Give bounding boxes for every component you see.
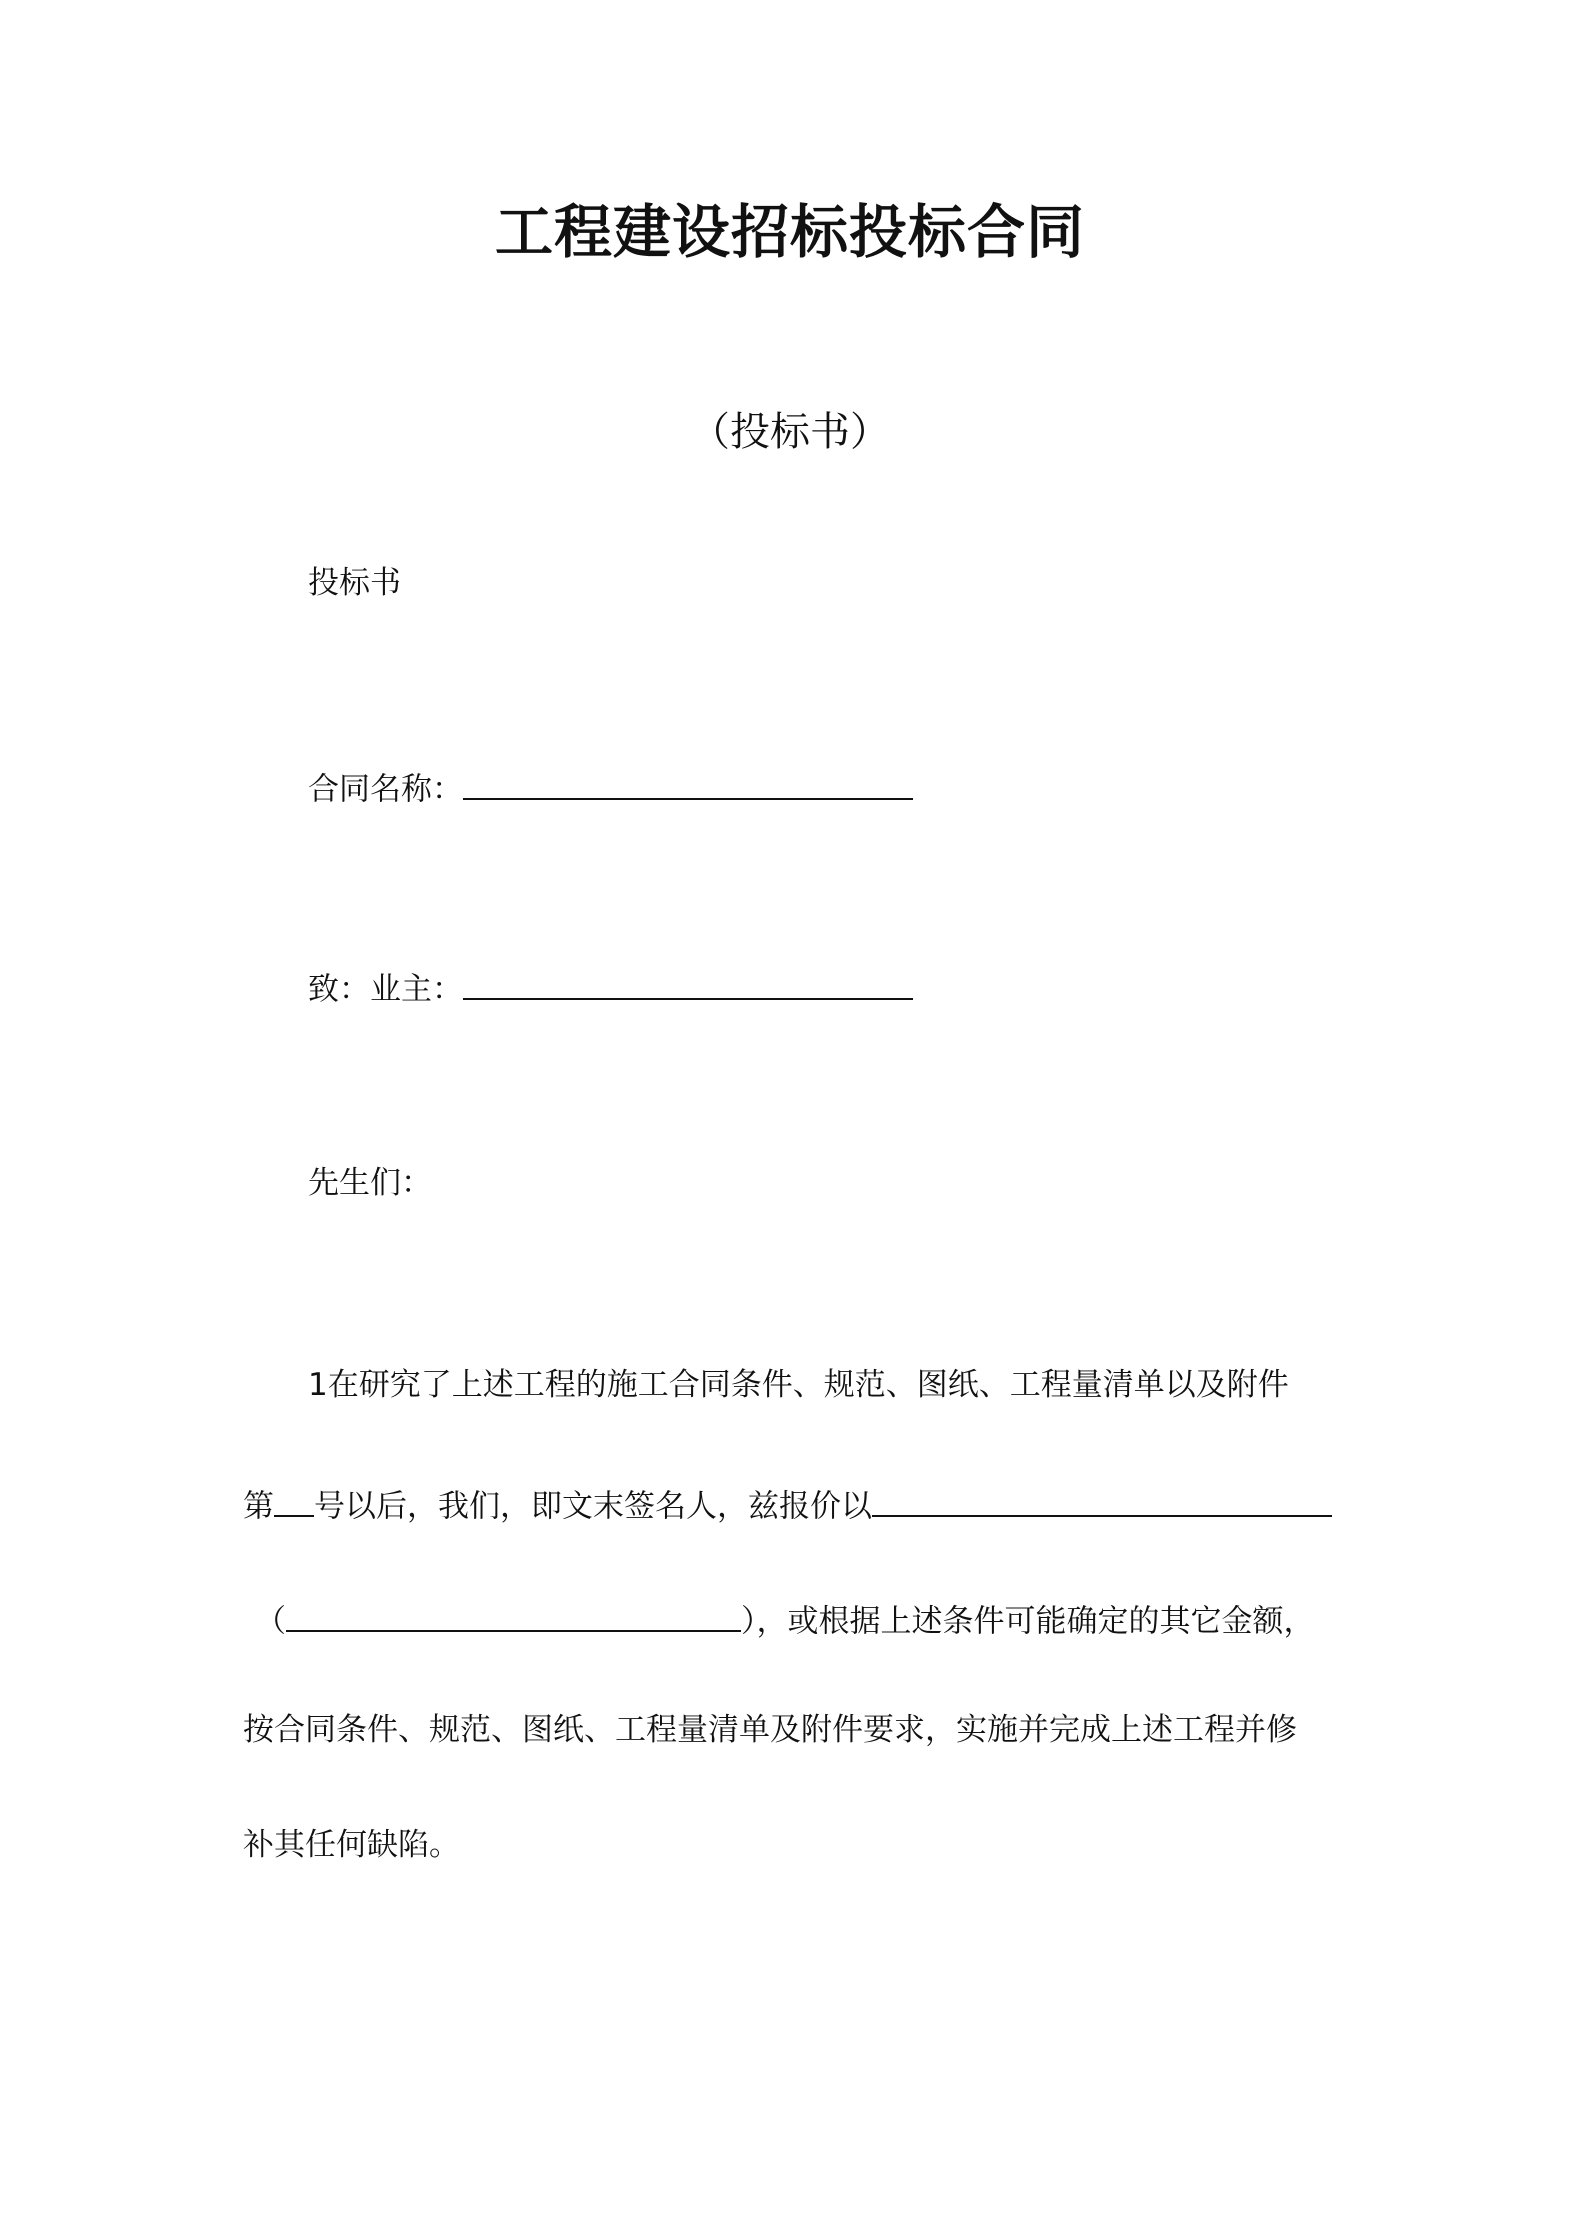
quote-amount-blank	[872, 1482, 1332, 1517]
document-title: 工程建设招标投标合同	[494, 198, 1085, 266]
to-owner-row	[308, 965, 913, 1009]
salutation: 先生们：	[308, 1165, 432, 1201]
section-heading: 投标书	[308, 565, 401, 601]
document-subtitle: （投标书）	[690, 409, 890, 455]
attachment-number-blank	[274, 1482, 314, 1517]
para1-quote-text: 号以后，我们，即文末签名人，兹报价以	[314, 1488, 872, 1525]
open-paren: （	[255, 1603, 286, 1640]
contract-name-blank	[463, 765, 913, 800]
paragraph-1-line-1: 1在研究了上述工程的施工合同条件、规范、图纸、工程量清单以及附件	[308, 1367, 1289, 1403]
paragraph-1-line-4: 按合同条件、规范、图纸、工程量清单及附件要求，实施并完成上述工程并修	[243, 1712, 1297, 1748]
contract-name-label: 合同名称：	[308, 771, 463, 808]
para1-other-amount-text: ），或根据上述条件可能确定的其它金额，	[741, 1603, 1315, 1640]
paragraph-1-line-5: 补其任何缺陷。	[243, 1827, 460, 1863]
to-owner-label: 致：业主：	[308, 971, 463, 1008]
owner-blank	[463, 965, 913, 1000]
paragraph-1-line-3	[255, 1597, 1315, 1641]
amount-in-words-blank	[286, 1597, 741, 1632]
para1-prefix: 第	[243, 1488, 274, 1525]
contract-name-row	[308, 765, 913, 809]
paragraph-1-line-2	[243, 1482, 1332, 1526]
